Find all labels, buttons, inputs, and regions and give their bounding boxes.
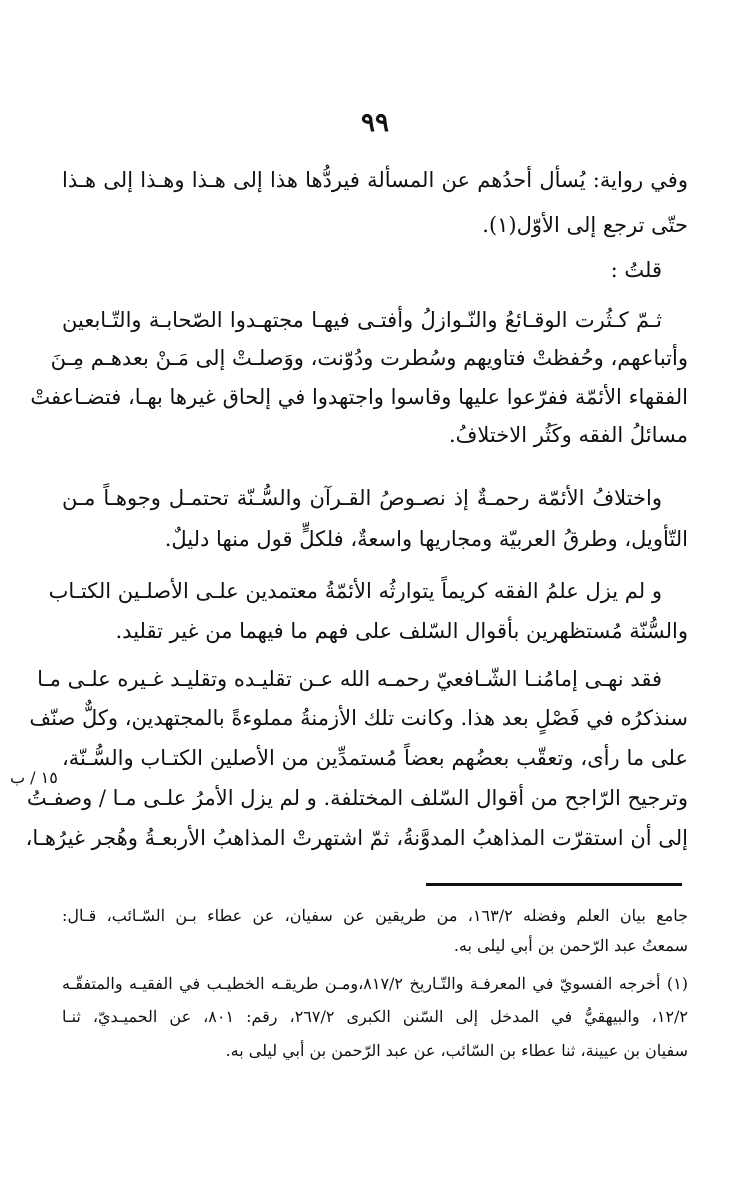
footnote-line: جامع بيان العلم وفضله ١٦٣/٢، من طريقين عن سفيان، عن عطاء بـن السّـائب، قـال: bbox=[62, 906, 688, 925]
body-line: وفي رواية: يُسأل أحدُهم عن المسألة فيردُّها هذا إلى هـذا وهـذا إلى هـذا bbox=[62, 168, 688, 192]
body-line: فقد نهـى إمامُنـا الشّـافعيّ رحمـه الله عـن تقليـده وتقليـد غـيره علـى مـا bbox=[37, 667, 662, 691]
footnote-line: سفيان بن عيينة، ثنا عطاء بن السّائب، عن عبد الرّحمن بن أبي ليلى به. bbox=[225, 1041, 688, 1060]
body-line: إلى أن استقرّت المذاهبُ المدوَّنةُ، ثمّ اشتهرتْ المذاهبُ الأربعـةُ وهُجر غيرُهـا، bbox=[25, 826, 688, 850]
body-line: قلتُ : bbox=[610, 258, 662, 282]
footnote-line: سمعتُ عبد الرّحمن بن أبي ليلى به. bbox=[453, 936, 688, 955]
body-line: والسُّنّة مُستظهرين بأقوال السّلف على فهم ما فيهما من غير تقليد. bbox=[115, 619, 688, 643]
body-line: مسائلُ الفقه وكَثُر الاختلافُ. bbox=[448, 423, 688, 447]
page-number: ٩٩ bbox=[361, 108, 389, 138]
body-line: ثـمّ كـثُرت الوقـائعُ والنّـوازلُ وأفتـى فيهـا مجتهـدوا الصّحابـة والتّـابعين bbox=[62, 308, 662, 332]
body-line: وأتباعهم، وحُفظتْ فتاويهم وسُطرت ودُوّنت، ووَصلـتْ إلى مَـنْ بعدهـم مِـنَ bbox=[50, 346, 688, 370]
footnote-line: (١) أخرجه الفسويّ في المعرفـة والتّـاريخ ٨١٧/٢،ومـن طريقـه الخطيـب في الفقيـه والمتفقّـه bbox=[62, 974, 689, 993]
body-line: و لم يزل علمُ الفقه كريماً يتوارثُه الأئمّةُ معتمدين علـى الأصلـين الكتـاب bbox=[48, 579, 662, 603]
footnote-separator bbox=[426, 883, 682, 886]
footnote-line: ١٢/٢، والبيهقيُّ في المدخل إلى السّنن الكبرى ٢٦٧/٢، رقم: ٨٠١، عن الحميـديّ، ثنـا bbox=[62, 1007, 689, 1026]
body-line: حتّى ترجع إلى الأوّل(١). bbox=[482, 213, 688, 237]
folio-margin-note: ١٥ / ب bbox=[10, 768, 58, 787]
body-line: التّأويل، وطرقُ العربيّة ومجاريها واسعةٌ، فلكلٍّ قول منها دليلٌ. bbox=[164, 527, 688, 551]
body-line: على ما رأى، وتعقّب بعضُهم بعضاً مُستمدِّين من الأصلين الكتـاب والسُّـنّة، bbox=[62, 746, 688, 770]
body-line: واختلافُ الأئمّة رحمـةٌ إذ نصـوصُ القـرآن والسُّـنّة تحتمـل وجوهـاً مـن bbox=[62, 486, 662, 510]
body-line: الفقهاء الأئمّة ففرّعوا عليها وقاسوا واجتهدوا في إلحاق غيرها بهـا، فتضـاعفتْ bbox=[30, 385, 688, 409]
body-line: وترجيح الرّاجح من أقوال السّلف المختلفة. و لم يزل الأمرُ علـى مـا / وصفـتُ bbox=[26, 786, 688, 810]
body-line: سنذكرُه في فَصْلٍ بعد هذا. وكانت تلك الأزمنةُ مملوءةً بالمجتهدين، وكلٌّ صنّف bbox=[29, 706, 688, 730]
